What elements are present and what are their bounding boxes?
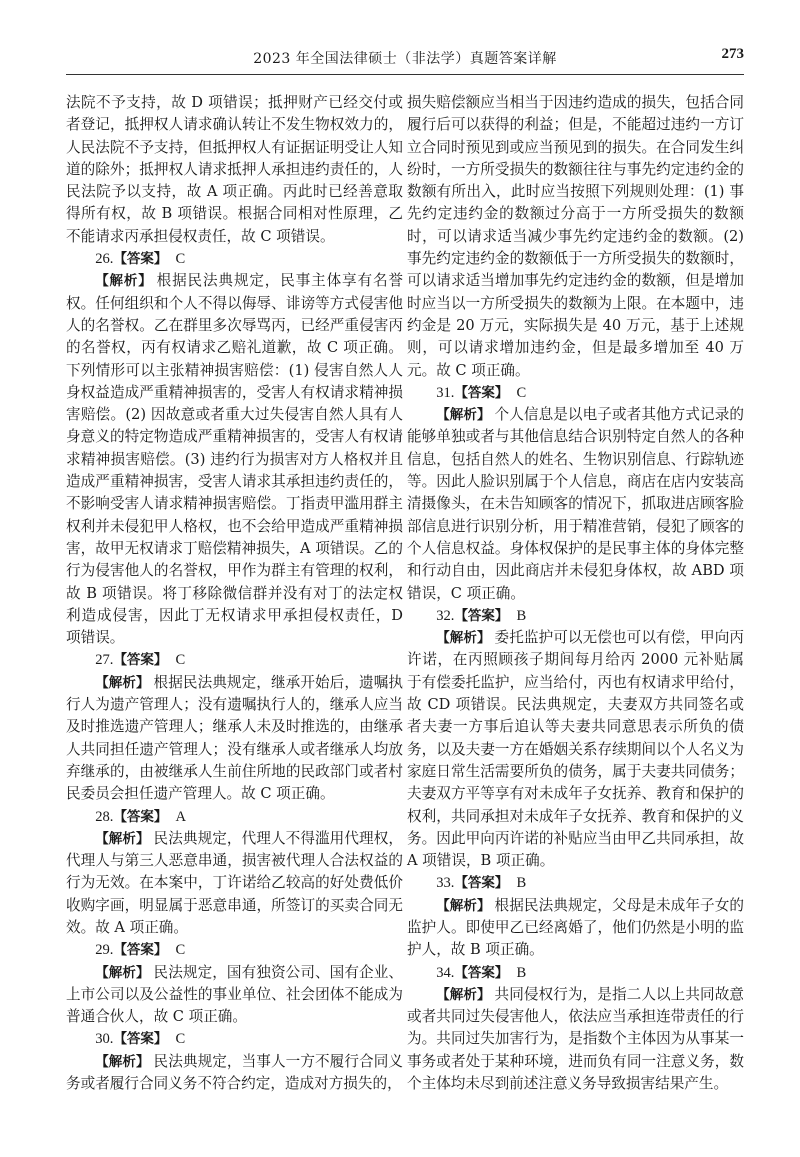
answer-label: 【答案】 <box>454 875 509 892</box>
analysis-paragraph <box>66 962 403 1029</box>
question-number: 32. <box>436 607 455 624</box>
analysis-text: 根据民法典规定，继承开始后，遗嘱执行人为遗产管理人；没有遗嘱执行人的，继承人应当及时推选遗产管理人；继承人未及时推选的，由继承人共同担任遗产管理人；没有继承人或者继承人均放弃继承的，由被继承人生前住所地的民政部门或者村民委员会担任遗产管理人。故 C 项正确。 <box>66 673 403 803</box>
answer-line <box>407 872 744 894</box>
analysis-text: 民法规定，国有独资公司、国有企业、上市公司以及公益性的事业单位、社会团体不能成为普通合伙人，故 C 项正确。 <box>66 963 403 1026</box>
analysis-label: 【解析】 <box>95 273 153 290</box>
paragraph-text: 损失赔偿额应当相当于因违约造成的损失，包括合同履行后可以获得的利益；但是，不能超过违约一方订立合同时预见到或应当预见到的损失。在合同发生纠纷时，一方所受损失的数额往往与事先约定违约金的数额有所出入，此时应当按照下列规则处理：(1) 事先约定违约金的数额过分高于一方所受损失的数额时，可以请求适当减少事先约定违约金的数额。(2) 事先约定违约金的数额低于一方所受损失的数额时，可以请求适当增加事先约定违约金的数额，但是增加时应当以一方所受损失的数额为上限。在本题中，违约金是 20 万元，实际损失是 40 万元，基于上述规则，可以请求增加违约金，但是最多增加至 40 万元。故 C 项正确。 <box>407 94 744 379</box>
answer-label: 【答案】 <box>113 1031 168 1048</box>
analysis-paragraph <box>66 1051 403 1096</box>
answer-label: 【答案】 <box>454 384 509 401</box>
analysis-text: 共同侵权行为，是指二人以上共同故意或者共同过失侵害他人，依法应当承担连带责任的行为。共同过失加害行为，是指数个主体因为从事某一事务或者处于某种环境，进而负有同一注意义务，数个主体均未尽到前述注意义务导致损害结果产生。 <box>407 985 744 1093</box>
analysis-label: 【解析】 <box>436 897 491 914</box>
question-number: 26. <box>95 251 114 268</box>
analysis-paragraph <box>407 404 744 605</box>
analysis-text: 民法典规定，代理人不得滥用代理权，代理人与第三人恶意串通，损害被代理人合法权益的行为无效。在本案中，丁许诺给乙较高的好处费低价收购字画，明显属于恶意串通，所签订的买卖合同无效。故 A 项正确。 <box>66 829 403 936</box>
answer-label: 【答案】 <box>454 964 509 981</box>
analysis-paragraph <box>407 895 744 962</box>
answer-label: 【答案】 <box>113 942 168 959</box>
analysis-label: 【解析】 <box>95 1053 150 1070</box>
answer-line <box>407 962 744 984</box>
analysis-label: 【解析】 <box>436 630 491 647</box>
question-number: 33. <box>436 875 455 892</box>
paragraph-text: 法院不予支持，故 D 项错误；抵押财产已经交付或者登记，抵押权人请求确认转让不发生物权效力的，人民法院不予支持，但抵押权人有证据证明受让人知道的除外；抵押权人请求抵押人承担违约责任的，人民法院予以支持，故 A 项正确。丙此时已经善意取得所有权，故 B 项错误。根据合同相对性原理，乙不能请求丙承担侵权责任，故 C 项错误。 <box>66 94 403 245</box>
answer-line <box>407 605 744 627</box>
continued-paragraph <box>407 92 744 382</box>
analysis-text: 根据民法典规定，民事主体享有名誉权。任何组织和个人不得以侮辱、诽谤等方式侵害他人的名誉权。乙在群里多次辱骂丙，已经严重侵害丙的名誉权，丙有权请求乙赔礼道歉，故 C 项正确。下列情形可以主张精神损害赔偿：(1) 侵害自然人人身权益造成严重精神损害的，受害人有权请求精神损害赔偿。(2) 因故意或者重大过失侵害自然人具有人身意义的特定物造成严重精神损害的，受害人有权请求精神损害赔偿。(3) 违约行为损害对方人格权并且造成严重精神损害，受害人请求其承担违约责任的，不影响受害人请求精神损害赔偿。丁指责甲滥用群主权利并未侵犯甲人格权，也不会给甲造成严重精神损害，故甲无权请求丁赔偿精神损失，A 项错误。乙的行为侵害他人的名誉权，甲作为群主有管理的权利，故 B 项错误。将丁移除微信群并没有对丁的法定权利造成侵害，因此丁无权请求甲承担侵权责任，D 项错误。 <box>66 272 403 647</box>
answer-value: C <box>175 251 186 268</box>
question-number: 27. <box>95 652 114 669</box>
analysis-paragraph <box>407 984 744 1095</box>
header-title: 2023 年全国法律硕士（非法学）真题答案详解 <box>253 51 557 67</box>
answer-label: 【答案】 <box>454 607 509 624</box>
answer-label: 【答案】 <box>113 652 168 669</box>
question-number: 28. <box>95 808 114 825</box>
page-number: 273 <box>721 46 744 62</box>
answer-value: B <box>516 607 527 624</box>
analysis-label: 【解析】 <box>95 674 150 691</box>
answer-value: C <box>175 942 186 959</box>
answer-value: A <box>175 808 186 825</box>
left-column <box>66 92 403 1095</box>
analysis-label: 【解析】 <box>95 964 150 981</box>
question-number: 30. <box>95 1031 114 1048</box>
question-number: 34. <box>436 964 455 981</box>
analysis-label: 【解析】 <box>436 986 491 1003</box>
analysis-label: 【解析】 <box>436 407 491 424</box>
answer-line <box>66 939 403 961</box>
answer-line <box>407 382 744 404</box>
answer-value: B <box>516 875 527 892</box>
answer-value: C <box>175 652 186 669</box>
answer-value: B <box>516 964 527 981</box>
answer-label: 【答案】 <box>113 808 168 825</box>
analysis-text: 根据民法典规定，父母是未成年子女的监护人。即使甲乙已经离婚了，他们仍然是小明的监护人，故 B 项正确。 <box>407 896 744 959</box>
answer-line <box>66 806 403 828</box>
analysis-paragraph <box>66 828 403 939</box>
right-column <box>407 92 744 1095</box>
answer-line <box>66 1028 403 1050</box>
answer-label: 【答案】 <box>113 251 168 268</box>
analysis-label: 【解析】 <box>95 830 150 847</box>
header-rule <box>66 74 744 75</box>
question-number: 29. <box>95 942 114 959</box>
analysis-text: 民法典规定，当事人一方不履行合同义务或者履行合同义务不符合约定，造成对方损失的， <box>66 1052 403 1093</box>
analysis-text: 个人信息是以电子或者其他方式记录的能够单独或者与其他信息结合识别特定自然人的各种信息，包括自然人的姓名、生物识别信息、行踪轨迹等。因此人脸识别属于个人信息，商店在店内安装高清摄像头，在未告知顾客的情况下，抓取进店顾客脸部信息进行识别分析，用于精准营销，侵犯了顾客的个人信息权益。身体权保护的是民事主体的身体完整和行动自由，因此商店并未侵犯身体权，故 ABD 项错误，C 项正确。 <box>407 406 744 602</box>
answer-line <box>66 649 403 671</box>
running-header <box>66 44 744 74</box>
continued-paragraph <box>66 92 403 248</box>
answer-line <box>66 248 403 270</box>
analysis-paragraph <box>66 672 403 806</box>
analysis-text: 委托监护可以无偿也可以有偿，甲向丙许诺，在丙照顾孩子期间每月给丙 2000 元补贴属于有偿委托监护，应当给付，丙也有权请求甲给付，故 CD 项错误。民法典规定，夫妻双方共同签名或者夫妻一方事后追认等夫妻共同意思表示所负的债务，以及夫妻一方在婚姻关系存续期间以个人名义为家庭日常生活需要所负的债务，属于夫妻共同债务；夫妻双方平等享有对未成年子女抚养、教育和保护的权利，共同承担对未成年子女抚养、教育和保护的义务。因此甲向丙许诺的补贴应当由甲乙共同承担，故 A 项错误，B 项正确。 <box>407 629 744 870</box>
answer-value: C <box>516 384 527 401</box>
question-number: 31. <box>436 384 455 401</box>
analysis-paragraph <box>66 270 403 649</box>
answer-value: C <box>175 1031 186 1048</box>
analysis-paragraph <box>407 627 744 872</box>
